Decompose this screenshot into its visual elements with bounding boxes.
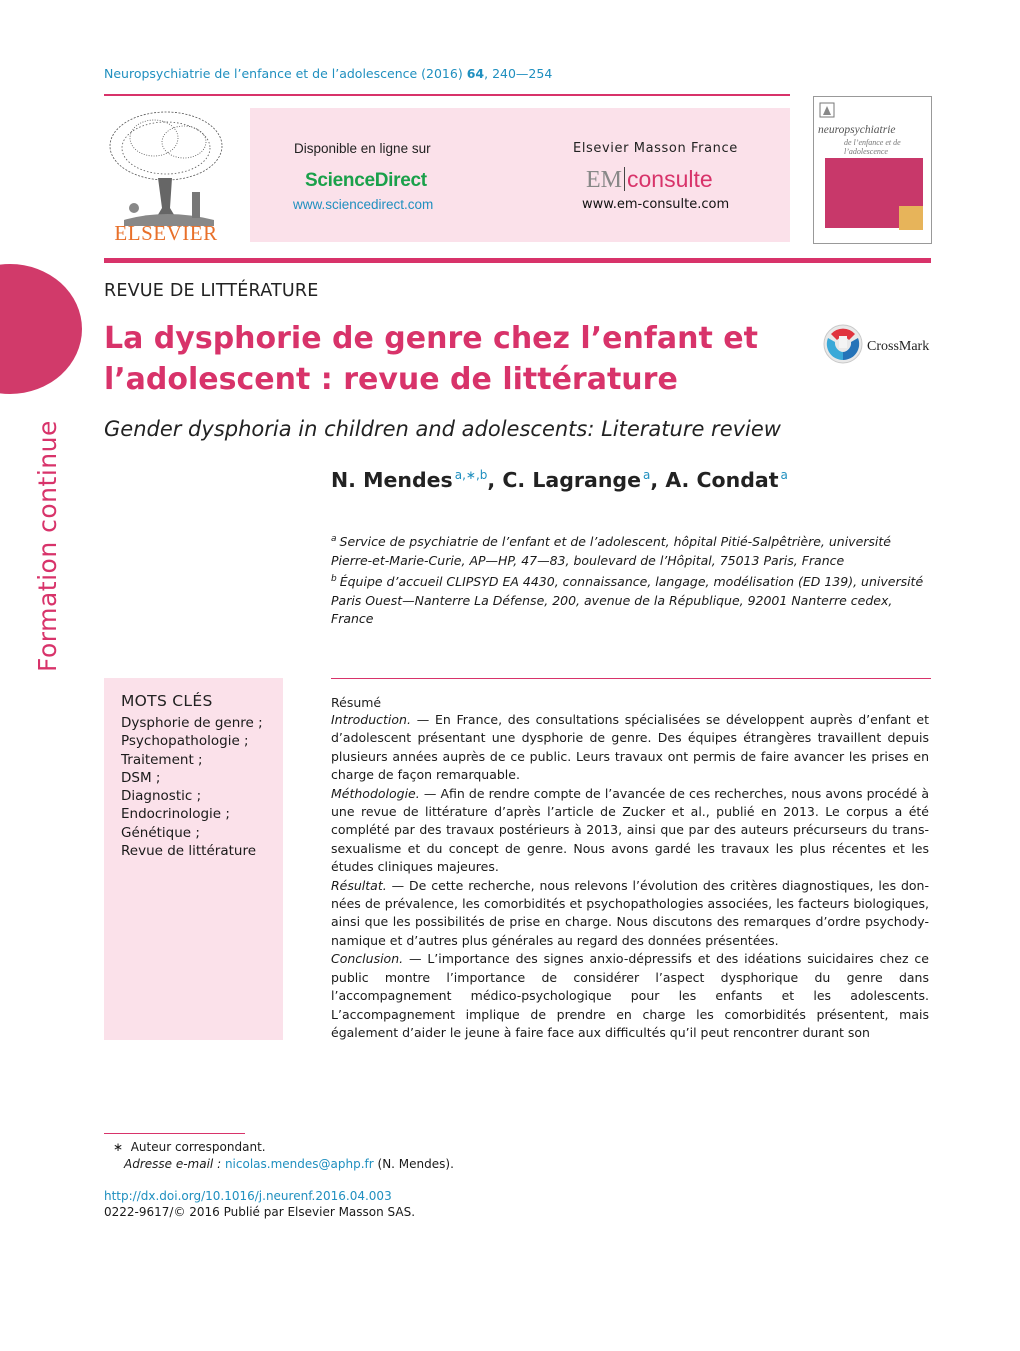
abstract-body (331, 711, 929, 1042)
sciencedirect-link[interactable]: www.sciencedirect.com (293, 197, 434, 212)
affiliation-a: $^a$ Service de psychiatrie de l’enfant et de l’adolescent, hôpital Pitié-Salpêtrière, université Pierre-et-Marie-Curie, AP—HP, 47—83, boulevard de l’Hôpital, 75013 Paris, France (331, 534, 891, 568)
corresponding-author-note: ∗ Auteur correspondant. (113, 1140, 266, 1154)
abstract-methodology: Méthodologie. — Afin de rendre compte de l’avancée de ces recherches, nous avons procédé à une revue de littérature d’après l’article de Zucker et al., publié en 2013. Le corpus a été complété par des travaux postérieurs à 2013, ainsi que par des auteurs précurseurs du trans-sexualisme et du concept de genre. Nous avons gardé les travaux les plus récentes et les études cliniques majeures. (331, 785, 929, 875)
em-consulte-link[interactable]: www.em-consulte.com (582, 197, 730, 212)
keyword-item: Génétique ; (121, 824, 200, 841)
doi-link[interactable]: http://dx.doi.org/10.1016/j.neurenf.2016.04.003 (104, 1189, 392, 1203)
available-online-label: Disponible en ligne sur (294, 141, 431, 156)
copyright-line: 0222-9617/© 2016 Publié par Elsevier Masson SAS. (104, 1205, 416, 1219)
author-3-affiliation-ref[interactable]: a (780, 468, 788, 482)
author-email-link[interactable]: nicolas.mendes@aphp.fr (224, 1157, 374, 1171)
journal-reference[interactable]: Neuropsychiatrie de l’enfance et de l’adolescence (2016) 64, 240—254 (104, 66, 553, 81)
title-line-1: La dysphorie de genre chez l’enfant et (104, 321, 758, 356)
keyword-item: Dysphorie de genre ; (121, 715, 263, 731)
affiliations (331, 530, 931, 629)
crossmark-icon (822, 322, 934, 366)
elsevier-logo (104, 108, 228, 244)
author-list: N. Mendes $^{a,∗,b}$, C. Lagrange $^a$, A. Condat $^a$ (331, 468, 788, 492)
keyword-item: DSM ; (121, 769, 161, 786)
side-decoration (0, 264, 82, 394)
affiliation-b: $^b$ Équipe d’accueil CLIPSYD EA 4430, connaissance, langage, modélisation (ED 139), université Paris Ouest—Nanterre La Défense, 200, avenue de la République, 92001 Nanterre cedex, France (331, 574, 924, 627)
english-title: Gender dysphoria in children and adolescents: Literature review (104, 417, 781, 441)
crossmark-badge[interactable] (822, 322, 934, 366)
em-consulte-logo[interactable] (586, 166, 713, 194)
crossmark-label: CrossMark (867, 339, 930, 354)
abstract-top-rule (331, 678, 931, 679)
header-bottom-rule (104, 258, 931, 263)
journal-volume: 64 (466, 66, 485, 81)
article-type: REVUE DE LITTÉRATURE (104, 281, 319, 301)
cover-emblem-icon (899, 206, 923, 230)
author-1[interactable]: N. Mendes $^{a,∗,b}$ (331, 468, 488, 492)
keywords-heading: MOTS CLÉS (121, 692, 213, 710)
footnote-marker: ∗ (113, 1140, 124, 1154)
sciencedirect-logo[interactable]: ScienceDirect (305, 170, 427, 191)
keyword-item: Endocrinologie ; (121, 806, 230, 823)
author-2[interactable]: C. Lagrange $^a$ (502, 468, 651, 492)
abstract-conclusion: Conclusion. — L’importance des signes anxio-dépressifs et des idéations suicidaires chez ce public montre l’importance de considérer l’aspect dysphorique du genre dans l’accompagnement médico-psychologique pour les enfants et les adolescents. L’accompagnement implique de prendre en charge les comorbidités présentent, mais également d’aider le jeune à faire face aux difficultés qu’il peut rencontrer durant son (331, 951, 929, 1040)
journal-pages: 240—254 (492, 66, 553, 81)
emc-consulte-text: consulte (627, 166, 713, 192)
elsevier-wordmark: ELSEVIER (114, 221, 218, 244)
keyword-item: Diagnostic ; (121, 788, 202, 805)
keyword-item: Psychopathologie ; (121, 733, 249, 750)
abstract-introduction: Introduction. — En France, des consultations spécialisées se développent auprès d’enfant et d’adolescent présentant une dysphorie de genre. Des équipes étrangères travaillent depuis plusieurs années auprès de ce public. Leurs travaux ont permis de faire avancer les prises en charge de façon remarquable. (331, 712, 929, 783)
elsevier-tree-icon (104, 108, 228, 244)
keyword-item: Traitement ; (121, 751, 203, 768)
author-1-affiliation-ref[interactable]: a,∗,b (454, 468, 488, 482)
cover-title: neuropsychiatrie (818, 124, 896, 136)
cover-publisher-icon (818, 101, 838, 121)
title-line-2: l’adolescent : revue de littérature (104, 362, 678, 397)
article-title (104, 318, 784, 400)
abstract-result: Résultat. — De cette recherche, nous relevons l’évolution des critères diagnostiques, les don-nées de prévalence, les comorbidités et psychopathologies associées, les facteurs biologiques, ainsi que les possibilités de prise en charge. Nous discutons des remarques d’ordre psychody-namique et d’autres plus générales au regard des données présentées. (331, 877, 929, 948)
email-note: Adresse e-mail : nicolas.mendes@aphp.fr (N. Mendes). (124, 1157, 454, 1171)
publisher-label: Elsevier Masson France (573, 141, 738, 156)
journal-name: Neuropsychiatrie de l’enfance et de l’adolescence (2016) (104, 66, 463, 81)
footnote-rule (104, 1133, 245, 1134)
header-top-rule (104, 94, 790, 96)
cover-subtitle: de l’enfance et de l’adolescence (844, 138, 901, 156)
keyword-item: Revue de littérature (121, 843, 257, 860)
author-2-affiliation-ref[interactable]: a (643, 468, 651, 482)
section-vertical-label: Formation continue (33, 420, 62, 672)
abstract-heading: Résumé (331, 695, 382, 710)
keywords-list (121, 714, 263, 860)
emc-em-text: EM (586, 167, 622, 193)
author-3[interactable]: A. Condat $^a$ (665, 468, 788, 492)
